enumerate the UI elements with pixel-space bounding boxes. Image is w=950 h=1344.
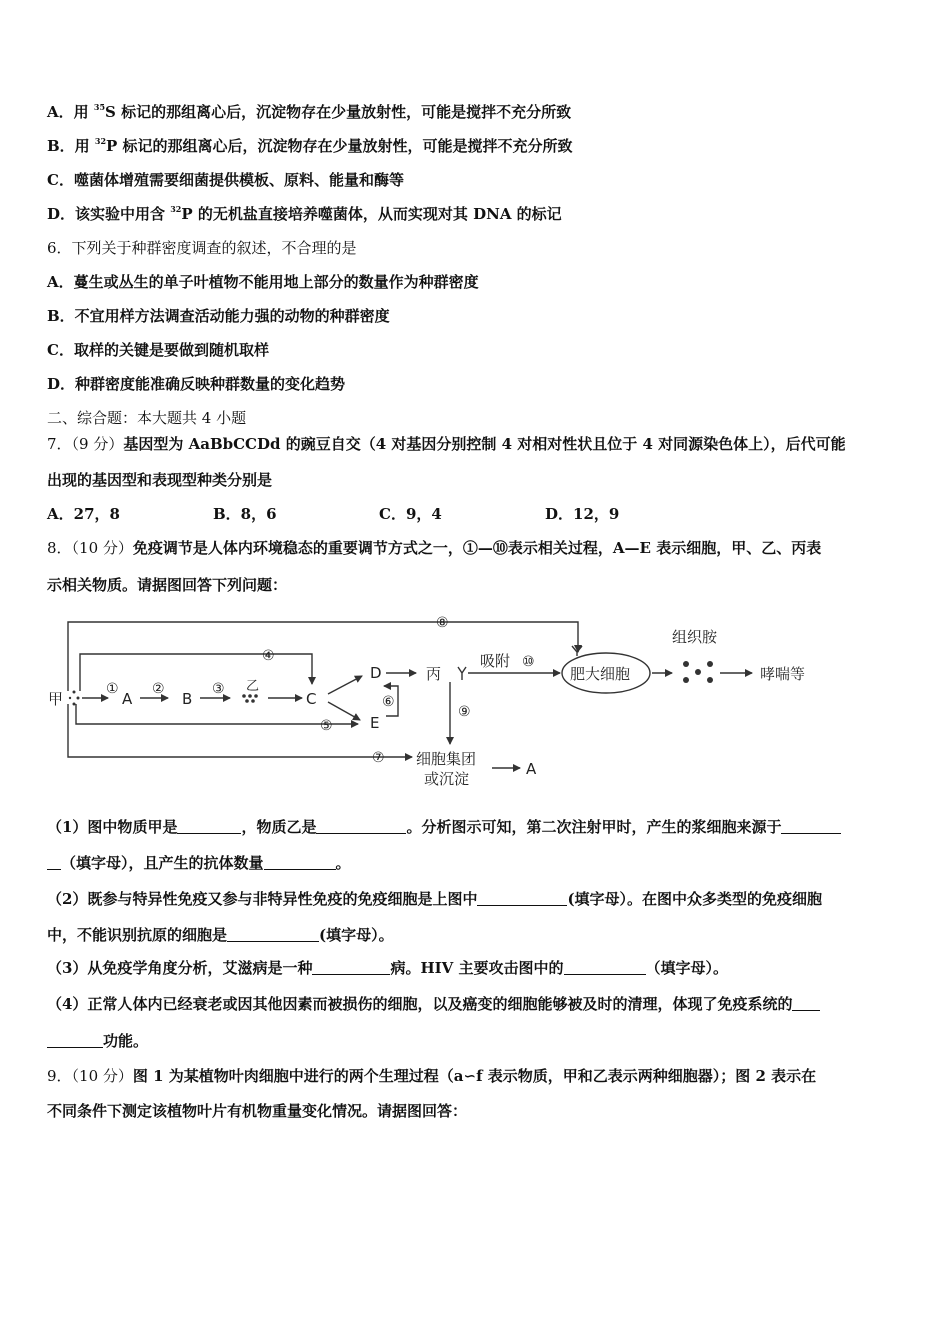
section-heading: 二、综合题：本大题共 4 小题 [47,409,247,427]
answer-blank[interactable] [477,891,567,906]
answer-blank[interactable] [264,855,336,870]
q6-stem: 6．下列关于种群密度调查的叙述，不合理的是 [47,239,357,257]
cell-a: A [122,690,133,708]
q8-sub1-line1: （1）图中物质甲是 ，物质乙是 。分析图示可知，第二次注射甲时，产生的浆细胞来源于 [47,817,841,837]
substance-jia: 甲 [48,690,64,708]
asthma-label: 哮喘等 [760,665,806,683]
step-6-label: ⑥ [382,694,395,710]
q8-sub2-line2: 中，不能识别抗原的细胞是 (填字母）。 [47,926,394,944]
q8-sub4-line2: 功能。 [47,1031,148,1051]
mast-cell-label: 肥大细胞 [570,665,631,683]
cell-b: B [182,690,193,708]
step-2-label: ② [152,681,165,697]
q6-option-c: C．取样的关键是要做到随机取样 [47,341,269,359]
q6-option-b: B．不宜用样方法调查活动能力强的动物的种群密度 [47,307,390,325]
q8-sub1-line2: （填字母），且产生的抗体数量 。 [47,853,351,873]
answer-blank[interactable] [316,819,406,834]
q7-option-b: B．8，6 [213,505,277,523]
cell-d: D [370,664,382,682]
step-3-label: ③ [212,681,225,697]
step-9-label: ⑨ [458,704,471,720]
step-5-label: ⑤ [320,718,333,734]
step-10-label: ⑩ [522,654,535,670]
answer-blank[interactable] [47,855,61,870]
q5-option-a: A．用 $^{35}$S 标记的那组离心后，沉淀物存在少量放射性，可能是搅拌不充分所致 [47,102,572,121]
cell-cluster-label-2: 或沉淀 [424,770,470,788]
adsorb-label: 吸附 [480,652,511,670]
answer-blank[interactable] [177,819,241,834]
cell-cluster-label-1: 细胞集团 [416,750,477,768]
q7-option-d: D．12，9 [545,505,620,523]
immune-regulation-diagram [40,606,840,796]
q5-option-d: D．该实验中用含 $^{32}$P 的无机盐直接培养噬菌体，从而实现对其 DNA 的标记 [47,204,562,223]
cell-a-bottom: A [526,760,537,778]
cell-c: C [306,690,317,708]
answer-blank[interactable] [564,960,646,975]
q8-stem-line2: 示相关物质。请据图回答下列问题： [47,576,288,594]
histamine-label: 组织胺 [672,628,718,646]
q5-option-b: B．用 $^{32}$P 标记的那组离心后，沉淀物存在少量放射性，可能是搅拌不充分所致 [47,136,573,155]
q7-stem-line1: 7．（9 分）基因型为 AaBbCCDd 的豌豆自交（4 对基因分别控制 4 对相对性状且位于 4 对同源染色体上），后代可能 [47,435,846,453]
q6-option-a: A．蔓生或丛生的单子叶植物不能用地上部分的数量作为种群密度 [47,273,479,291]
q8-sub2-line1: （2）既参与特异性免疫又参与非特异性免疫的免疫细胞是上图中 (填字母）。在图中众多类型的免疫细胞 [47,890,823,908]
answer-blank[interactable] [781,819,841,834]
step-8-label: ⑧ [436,615,449,631]
q9-stem-line1: 9．（10 分）图 1 为某植物叶肉细胞中进行的两个生理过程（a∽f 表示物质，甲和乙表示两种细胞器）；图 2 表示在 [47,1067,817,1085]
q7-options [47,504,619,524]
q8-stem-line1: 8．（10 分）免疫调节是人体内环境稳态的重要调节方式之一，①—⑩表示相关过程，A—E 表示细胞，甲、乙、丙表 [47,539,822,557]
answer-blank[interactable] [47,1033,103,1048]
q7-stem-line2: 出现的基因型和表现型种类分别是 [47,471,273,489]
step-4-label: ④ [262,648,275,664]
answer-blank[interactable] [227,927,319,942]
substance-yi: 乙 [246,679,260,694]
answer-blank[interactable] [792,996,820,1011]
q8-sub4-line1: （4）正常人体内已经衰老或因其他因素而被损伤的细胞，以及癌变的细胞能够被及时的清理，体现了免疫系统的 [47,994,820,1014]
q9-stem-line2: 不同条件下测定该植物叶片有机物重量变化情况。请据图回答： [47,1102,468,1120]
q6-option-d: D．种群密度能准确反映种群数量的变化趋势 [47,375,346,393]
q5-option-c: C．噬菌体增殖需要细菌提供模板、原料、能量和酶等 [47,171,404,189]
q7-option-a: A．27，8 [47,505,120,523]
q7-option-c: C．9，4 [379,505,442,523]
step-7-label: ⑦ [372,750,385,766]
cell-e: E [370,714,380,732]
q8-sub3: （3）从免疫学角度分析，艾滋病是一种 病。HIV 主要攻击图中的 （填字母）。 [47,959,729,977]
step-1-label: ① [106,681,119,697]
answer-blank[interactable] [312,960,390,975]
substance-bing: 丙 [426,665,442,683]
